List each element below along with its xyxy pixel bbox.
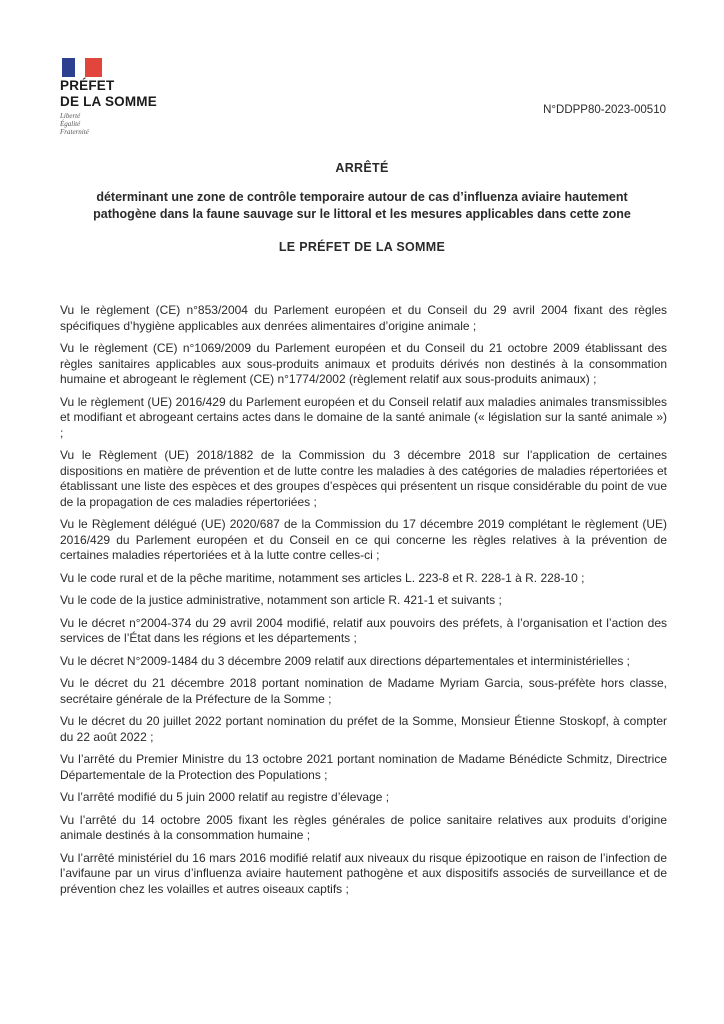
flag-blue-band (62, 58, 75, 77)
prefecture-name-line2: DE LA SOMME (60, 94, 157, 109)
consideration-paragraph: Vu l’arrêté ministériel du 16 mars 2016 modifié relatif aux niveaux du risque épizootique en raison de l’infection de l’avifaune par un virus d’influenza aviaire hautement pathogène et aux dispositifs associés de surveillance et de prévention chez les volailles et autres oiseaux captifs ; (60, 850, 667, 896)
document-reference: N°DDPP80-2023-00510 (543, 104, 666, 116)
motto-egalite: Égalité (60, 120, 81, 128)
consideration-paragraph: Vu l’arrêté du 14 octobre 2005 fixant les règles générales de police sanitaire relatives aux produits d’origine animale destinés à la consommation humaine ; (60, 812, 667, 842)
document-type: ARRÊTÉ (335, 161, 389, 175)
flag-white-band (75, 58, 85, 77)
consideration-paragraph: Vu le code rural et de la pêche maritime, notamment ses articles L. 223-8 et R. 228-1 à R. 228-10 ; (60, 570, 585, 585)
consideration-paragraph: Vu le décret du 21 décembre 2018 portant nomination de Madame Myriam Garcia, sous-préfète hors classe, secrétaire générale de la Préfecture de la Somme ; (60, 676, 667, 706)
issuing-authority: LE PRÉFET DE LA SOMME (278, 240, 446, 254)
prefecture-name-line1: PRÉFET (60, 78, 115, 93)
flag-red-band (85, 58, 102, 77)
legal-considerations (60, 303, 667, 904)
consideration-paragraph: Vu le décret N°2009-1484 du 3 décembre 2009 relatif aux directions départementales et interministérielles ; (60, 653, 631, 668)
consideration-paragraph: Vu le décret n°2004-374 du 29 avril 2004 modifié, relatif aux pouvoirs des préfets, à l’organisation et l’action des services de l’État dans les régions et les départements ; (60, 615, 667, 645)
consideration-paragraph: Vu le règlement (UE) 2016/429 du Parlement européen et du Conseil relatif aux maladies animales transmissibles et modifiant et abrogeant certains actes dans le domaine de la santé animale (« législation sur la santé animale ») ; (60, 394, 667, 440)
consideration-paragraph: Vu l’arrêté du Premier Ministre du 13 octobre 2021 portant nomination de Madame Bénédicte Schmitz, Directrice Départementale de la Protection des Populations ; (60, 752, 667, 782)
document-title-block (60, 161, 664, 254)
republic-motto (60, 112, 157, 136)
consideration-paragraph: Vu le code de la justice administrative, notamment son article R. 421-1 et suivants ; (60, 593, 502, 607)
prefecture-logo (60, 58, 157, 136)
motto-liberte: Liberté (60, 112, 81, 120)
marianne-flag-icon (62, 58, 102, 77)
consideration-paragraph: Vu le règlement (CE) n°1069/2009 du Parlement européen et du Conseil du 21 octobre 2009 établissant des règles sanitaires applicables aux sous-produits animaux et produits dérivés non destinés à la consommation humaine et abrogeant le règlement (CE) n°1774/2002 (règlement relatif aux sous-produits animaux) ; (60, 341, 667, 386)
subtitle-line-2: pathogène dans la faune sauvage sur le littoral et les mesures applicables dans cette zone (93, 207, 631, 221)
motto-fraternite: Fraternité (60, 128, 89, 136)
consideration-paragraph: Vu le règlement (CE) n°853/2004 du Parlement européen et du Conseil du 29 avril 2004 fixant des règles spécifiques d’hygiène applicables aux denrées alimentaires d’origine animale ; (60, 303, 667, 333)
consideration-paragraph: Vu le Règlement délégué (UE) 2020/687 de la Commission du 17 décembre 2019 complétant le règlement (UE) 2016/429 du Parlement européen et du Conseil en ce qui concerne les règles relatives à la prévention de certaines maladies répertoriées et à la lutte contre celles-ci ; (60, 517, 667, 562)
document-subtitle (60, 189, 664, 223)
consideration-paragraph: Vu l’arrêté modifié du 5 juin 2000 relatif au registre d’élevage ; (60, 790, 390, 804)
subtitle-line-1: déterminant une zone de contrôle temporaire autour de cas d’influenza aviaire hautement (96, 190, 628, 204)
consideration-paragraph: Vu le décret du 20 juillet 2022 portant nomination du préfet de la Somme, Monsieur Étienne Stoskopf, à compter du 22 août 2022 ; (60, 714, 667, 744)
consideration-paragraph: Vu le Règlement (UE) 2018/1882 de la Commission du 3 décembre 2018 sur l’application de certaines dispositions en matière de prévention et de lutte contre les maladies à des catégories de maladies répertoriées et établissant une liste des espèces et des groupes d’espèces qui présentent un risque considérable du point de vue de la propagation de ces maladies répertoriées ; (60, 448, 667, 509)
